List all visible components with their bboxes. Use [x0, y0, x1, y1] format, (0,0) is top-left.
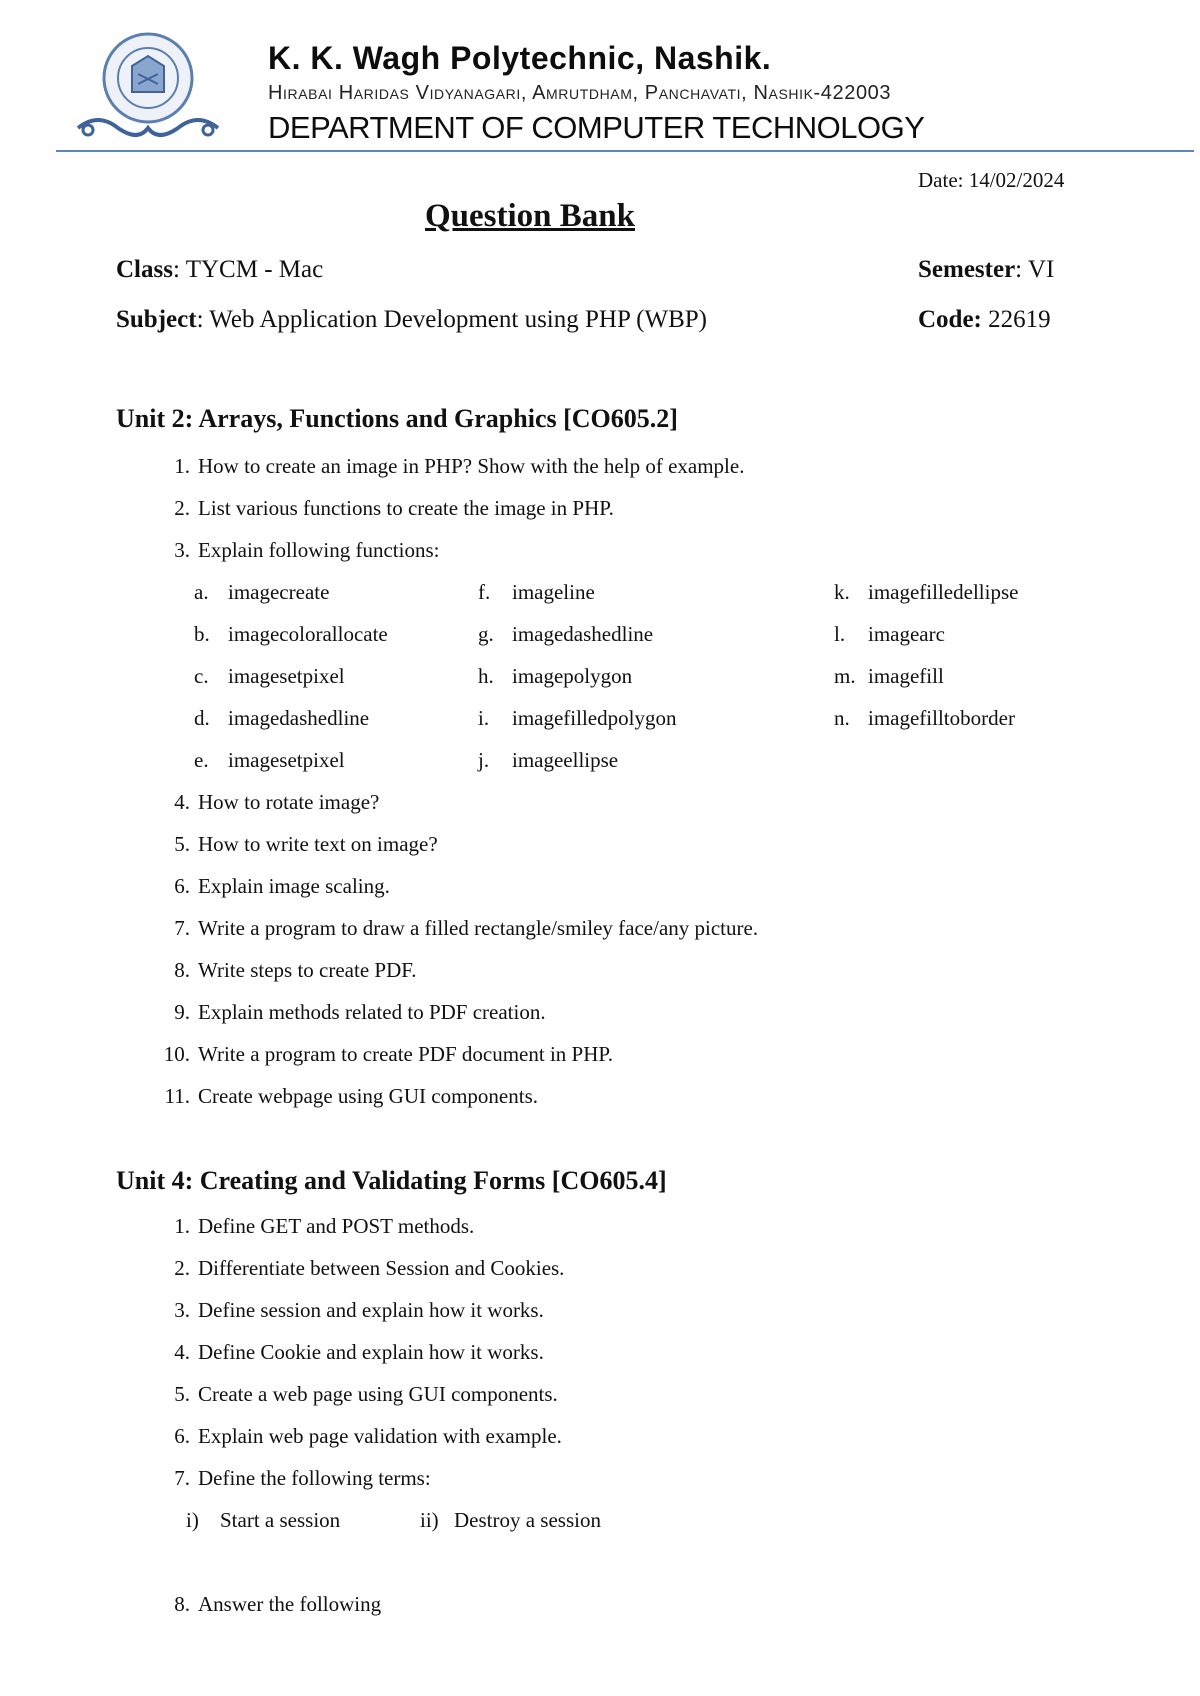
- function-item: [478, 664, 632, 689]
- function-item: [478, 622, 653, 647]
- function-item: [834, 706, 1015, 731]
- function-letter: b.: [194, 622, 210, 646]
- question-number: 6.: [174, 874, 190, 898]
- subject-label: Subject: [116, 306, 197, 333]
- function-name: imagepolygon: [512, 664, 633, 688]
- question-number: 2.: [174, 496, 190, 520]
- question-item: [150, 1592, 381, 1617]
- question-text: Write a program to draw a filled rectangle/smiley face/any picture.: [198, 916, 759, 940]
- function-item: [194, 748, 345, 773]
- class-value: : TYCM - Mac: [172, 256, 324, 283]
- function-letter: h.: [478, 664, 494, 688]
- question-item: [150, 1000, 546, 1025]
- code-label: Code:: [918, 306, 982, 333]
- function-item: [478, 748, 618, 773]
- question-number: 8.: [174, 958, 190, 982]
- question-text: Write a program to create PDF document in PHP.: [198, 1042, 613, 1066]
- institute-logo: [68, 32, 228, 144]
- question-item: [150, 1298, 544, 1323]
- term-item: [420, 1508, 601, 1533]
- function-letter: i.: [478, 706, 490, 730]
- question-text: How to rotate image?: [198, 790, 380, 814]
- subject-value: : Web Application Development using PHP (WBP): [196, 306, 708, 333]
- question-number: 4.: [174, 1340, 190, 1364]
- function-name: imagearc: [868, 622, 945, 646]
- function-name: imagefilltoborder: [868, 706, 1015, 730]
- unit2-heading: Unit 2: Arrays, Functions and Graphics [CO605.2]: [116, 404, 678, 433]
- question-text: Explain methods related to PDF creation.: [198, 1000, 546, 1024]
- question-item: [150, 1042, 613, 1067]
- question-text: Explain following functions:: [198, 538, 440, 562]
- code-value: 22619: [981, 306, 1051, 333]
- question-item: [150, 1256, 564, 1281]
- question-item: [150, 790, 379, 815]
- document-title: Question Bank: [425, 198, 635, 234]
- question-item: [150, 1340, 544, 1365]
- question-text: How to write text on image?: [198, 832, 438, 856]
- question-item: [150, 538, 439, 563]
- function-letter: e.: [194, 748, 209, 772]
- document-date: Date: 14/02/2024: [918, 168, 1065, 192]
- function-item: [834, 664, 944, 689]
- function-letter: l.: [834, 622, 846, 646]
- question-item: [150, 1382, 558, 1407]
- term-text: Start a session: [220, 1508, 341, 1532]
- function-name: imagedashedline: [228, 706, 370, 730]
- header-divider: [56, 150, 1194, 152]
- function-letter: a.: [194, 580, 209, 604]
- question-number: 7.: [174, 1466, 190, 1490]
- question-number: 4.: [174, 790, 190, 814]
- subject-row: [116, 306, 707, 334]
- question-number: 10.: [163, 1042, 190, 1066]
- function-letter: m.: [834, 664, 856, 688]
- institute-name: K. K. Wagh Polytechnic, Nashik.: [268, 40, 772, 76]
- question-number: 1.: [174, 454, 190, 478]
- question-text: Create a web page using GUI components.: [198, 1382, 558, 1406]
- function-letter: n.: [834, 706, 850, 730]
- class-label: Class: [116, 256, 173, 283]
- term-item: [186, 1508, 340, 1533]
- function-item: [834, 622, 945, 647]
- question-text: List various functions to create the image in PHP.: [198, 496, 614, 520]
- unit4-heading: Unit 4: Creating and Validating Forms [CO605.4]: [116, 1166, 667, 1195]
- question-item: [150, 832, 438, 857]
- question-item: [150, 1466, 431, 1491]
- question-text: Define session and explain how it works.: [198, 1298, 544, 1322]
- question-number: 9.: [174, 1000, 190, 1024]
- function-letter: f.: [478, 580, 491, 604]
- semester-row: [918, 256, 1054, 284]
- code-row: [918, 306, 1051, 334]
- class-row: [116, 256, 323, 284]
- question-text: Write steps to create PDF.: [198, 958, 417, 982]
- question-item: [150, 874, 390, 899]
- department-name: DEPARTMENT OF COMPUTER TECHNOLOGY: [268, 110, 925, 145]
- function-item: [194, 706, 369, 731]
- function-letter: j.: [478, 748, 490, 772]
- semester-value: : VI: [1015, 256, 1055, 283]
- question-text: Create webpage using GUI components.: [198, 1084, 538, 1108]
- question-number: 7.: [174, 916, 190, 940]
- function-item: [834, 580, 1018, 605]
- function-name: imagesetpixel: [228, 664, 345, 688]
- question-item: [150, 916, 758, 941]
- institute-address: Hirabai Haridas Vidyanagari, Amrutdham, Panchavati, Nashik-422003: [268, 82, 892, 104]
- function-name: imagefilledellipse: [868, 580, 1019, 604]
- function-name: imageellipse: [512, 748, 619, 772]
- question-item: [150, 1084, 538, 1109]
- question-text: Define GET and POST methods.: [198, 1214, 475, 1238]
- question-item: [150, 1424, 562, 1449]
- function-name: imagecreate: [228, 580, 330, 604]
- term-text: Destroy a session: [454, 1508, 601, 1532]
- function-name: imagefilledpolygon: [512, 706, 677, 730]
- question-text: Define the following terms:: [198, 1466, 431, 1490]
- question-item: [150, 1214, 474, 1239]
- function-item: [478, 706, 676, 731]
- question-number: 6.: [174, 1424, 190, 1448]
- question-number: 1.: [174, 1214, 190, 1238]
- semester-label: Semester: [918, 256, 1016, 283]
- function-item: [194, 580, 329, 605]
- question-number: 2.: [174, 1256, 190, 1280]
- function-name: imageline: [512, 580, 595, 604]
- question-item: [150, 496, 614, 521]
- question-number: 5.: [174, 1382, 190, 1406]
- question-item: [150, 454, 744, 479]
- function-item: [194, 622, 388, 647]
- function-name: imagedashedline: [512, 622, 654, 646]
- question-text: Explain image scaling.: [198, 874, 390, 898]
- question-item: [150, 958, 417, 983]
- term-number: i): [186, 1508, 199, 1532]
- function-item: [194, 664, 345, 689]
- question-number: 3.: [174, 1298, 190, 1322]
- function-name: imagefill: [868, 664, 944, 688]
- question-text: Answer the following: [198, 1592, 382, 1616]
- question-number: 8.: [174, 1592, 190, 1616]
- function-letter: k.: [834, 580, 850, 604]
- question-number: 3.: [174, 538, 190, 562]
- function-letter: d.: [194, 706, 210, 730]
- question-text: Define Cookie and explain how it works.: [198, 1340, 544, 1364]
- function-item: [478, 580, 595, 605]
- function-name: imagecolorallocate: [228, 622, 388, 646]
- function-name: imagesetpixel: [228, 748, 345, 772]
- question-text: Differentiate between Session and Cookies.: [198, 1256, 565, 1280]
- function-letter: g.: [478, 622, 494, 646]
- question-text: How to create an image in PHP? Show with the help of example.: [198, 454, 745, 478]
- question-number: 5.: [174, 832, 190, 856]
- question-number: 11.: [164, 1084, 190, 1108]
- term-number: ii): [420, 1508, 439, 1532]
- question-text: Explain web page validation with example.: [198, 1424, 562, 1448]
- function-letter: c.: [194, 664, 209, 688]
